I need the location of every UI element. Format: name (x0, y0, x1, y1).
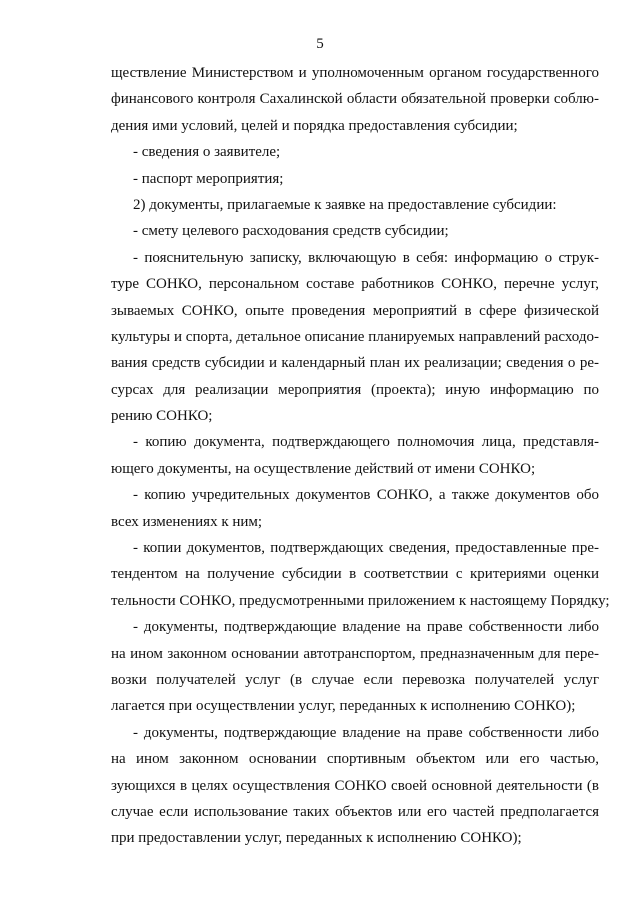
list-item: - документы, подтверждающие владение на праве собственности либо (133, 724, 599, 741)
list-item: - копии документов, подтверждающих сведения, предоставленные пре- (133, 540, 599, 557)
text-line: всех изменениях к ним; (111, 513, 263, 530)
text-line: ществление Министерством и уполномоченным органом государственного (111, 65, 599, 81)
text-line: ющего документы, на осуществление действий от имени СОНКО; (111, 460, 536, 477)
text-line: туре СОНКО, персональном составе работников СОНКО, перечне услуг, (111, 276, 599, 293)
text-line: на ином законном основании автотранспортом, предназначенным для пере- (111, 645, 599, 662)
text-line: возки получателей услуг (в случае если перевозка получателей услуг (111, 671, 599, 688)
text-line: тендентом на получение субсидии в соответствии с критериями оценки (111, 566, 599, 583)
list-item: - копию документа, подтверждающего полномочия лица, представля- (133, 434, 599, 451)
text-line: финансового контроля Сахалинской области обязательной проверки соблю- (111, 91, 599, 108)
text-line: культуры и спорта, детальное описание планируемых направлений расходо- (111, 328, 599, 345)
text-line: дения ими условий, целей и порядка предоставления субсидии; (111, 117, 518, 134)
list-item: - смету целевого расходования средств субсидии; (133, 223, 449, 240)
text-line: на ином законном основании спортивным объектом или его частью, (111, 751, 599, 768)
text-line: зываемых СОНКО, опыте проведения мероприятий в сфере физической (111, 302, 599, 319)
text-line: зующихся в целях осуществления СОНКО своей основной деятельности (в (111, 777, 599, 794)
list-item: - паспорт мероприятия; (133, 170, 284, 187)
text-line: случае если использование таких объектов или его частей предполагается (111, 803, 599, 820)
text-line: рению СОНКО; (111, 408, 213, 425)
page-number: 5 (316, 36, 324, 52)
body-text (111, 60, 610, 852)
text-line: при предоставлении услуг, переданных к исполнению СОНКО); (111, 830, 522, 847)
list-item: - сведения о заявителе; (133, 144, 281, 161)
list-item: 2) документы, прилагаемые к заявке на предоставление субсидии: (133, 196, 557, 213)
text-line: тельности СОНКО, предусмотренными приложением к настоящему Порядку; (111, 592, 610, 609)
list-item: - копию учредительных документов СОНКО, а также документов обо (133, 487, 599, 504)
text-line: вания средств субсидии и календарный план их реализации; сведения о ре- (111, 355, 599, 372)
list-item: - пояснительную записку, включающую в себя: информацию о струк- (133, 249, 599, 266)
text-line: лагается при осуществлении услуг, переданных к исполнению СОНКО); (111, 698, 576, 715)
list-item: - документы, подтверждающие владение на праве собственности либо (133, 619, 599, 636)
text-line: сурсах для реализации мероприятия (проекта); иную информацию по (111, 381, 599, 398)
